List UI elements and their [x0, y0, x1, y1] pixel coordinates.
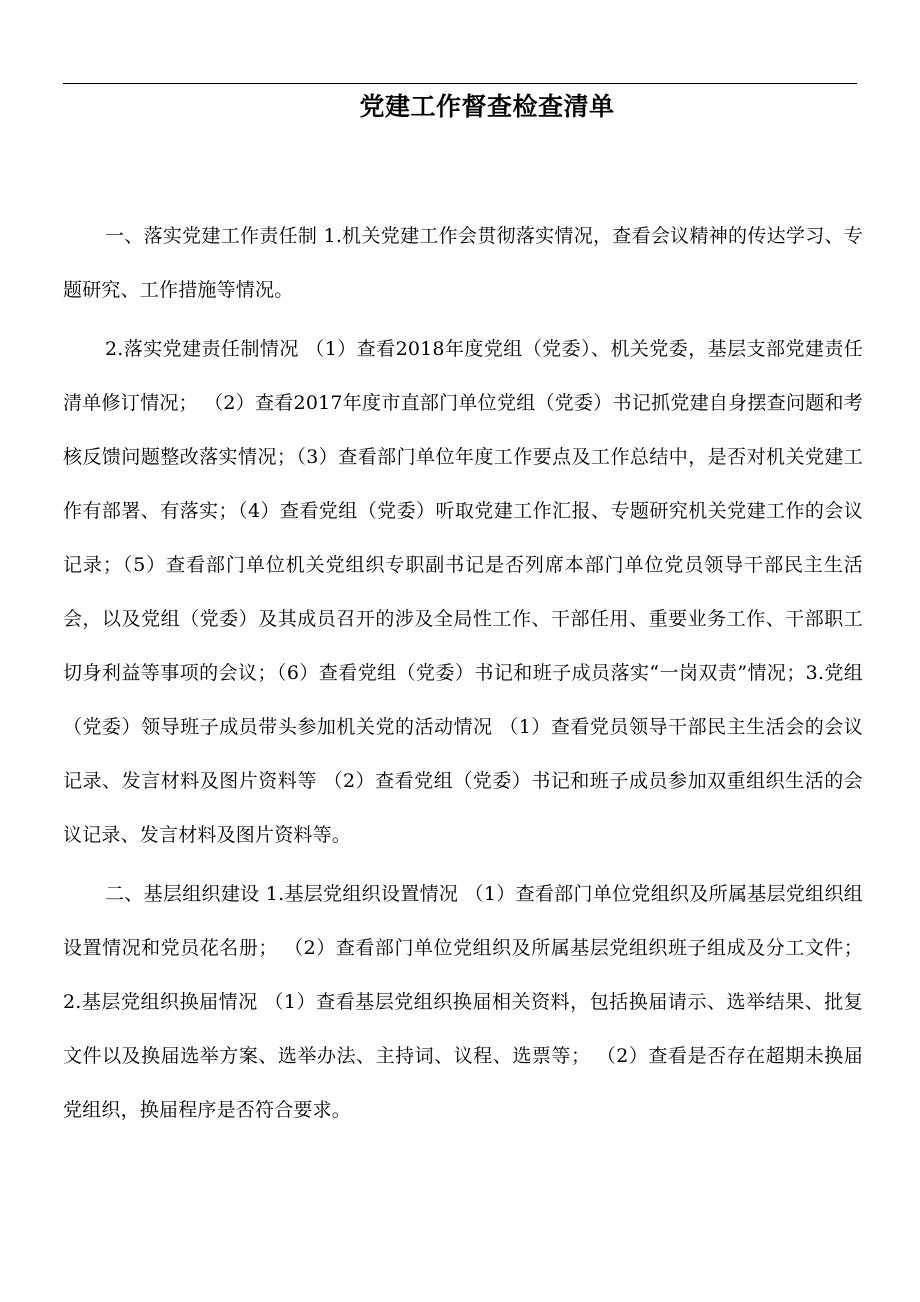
document-body: [63, 209, 863, 1142]
header-rule: [63, 83, 857, 84]
paragraph-section-1-item-2: 2.落实党建责任制情况 （1）查看2018年度党组（党委）、机关党委，基层支部党建责任清单修订情况； （2）查看2017年度市直部门单位党组（党委）书记抓党建自身摆查问题和考核反馈问题整改落实情况；（3）查看部门单位年度工作要点及工作总结中，是否对机关党建工作有部署、有落实；（4）查看党组（党委）听取党建工作汇报、专题研究机关党建工作的会议记录；（5）查看部门单位机关党组织专职副书记是否列席本部门单位党员领导干部民主生活会，以及党组（党委）及其成员召开的涉及全局性工作、干部任用、重要业务工作、干部职工切身利益等事项的会议；（6）查看党组（党委）书记和班子成员落实“一岗双责”情况；3.党组（党委）领导班子成员带头参加机关党的活动情况 （1）查看党员领导干部民主生活会的会议记录、发言材料及图片资料等 （2）查看党组（党委）书记和班子成员参加双重组织生活的会议记录、发言材料及图片资料等。: [63, 338, 863, 846]
paragraph-section-1-item-1: 一、落实党建工作责任制 1.机关党建工作会贯彻落实情况，查看会议精神的传达学习、专题研究、工作措施等情况。: [63, 225, 863, 301]
paragraph-section-2: 二、基层组织建设 1.基层党组织设置情况 （1）查看部门单位党组织及所属基层党组织组设置情况和党员花名册； （2）查看部门单位党组织及所属基层党组织班子组成及分工文件； 2.基层党组织换届情况 （1）查看基层党组织换届相关资料，包括换届请示、选举结果、批复文件以及换届选举方案、选举办法、主持词、议程、选票等； （2）查看是否存在超期未换届党组织，换届程序是否符合要求。: [63, 883, 863, 1121]
document-title: 党建工作督查检查清单: [359, 92, 615, 121]
